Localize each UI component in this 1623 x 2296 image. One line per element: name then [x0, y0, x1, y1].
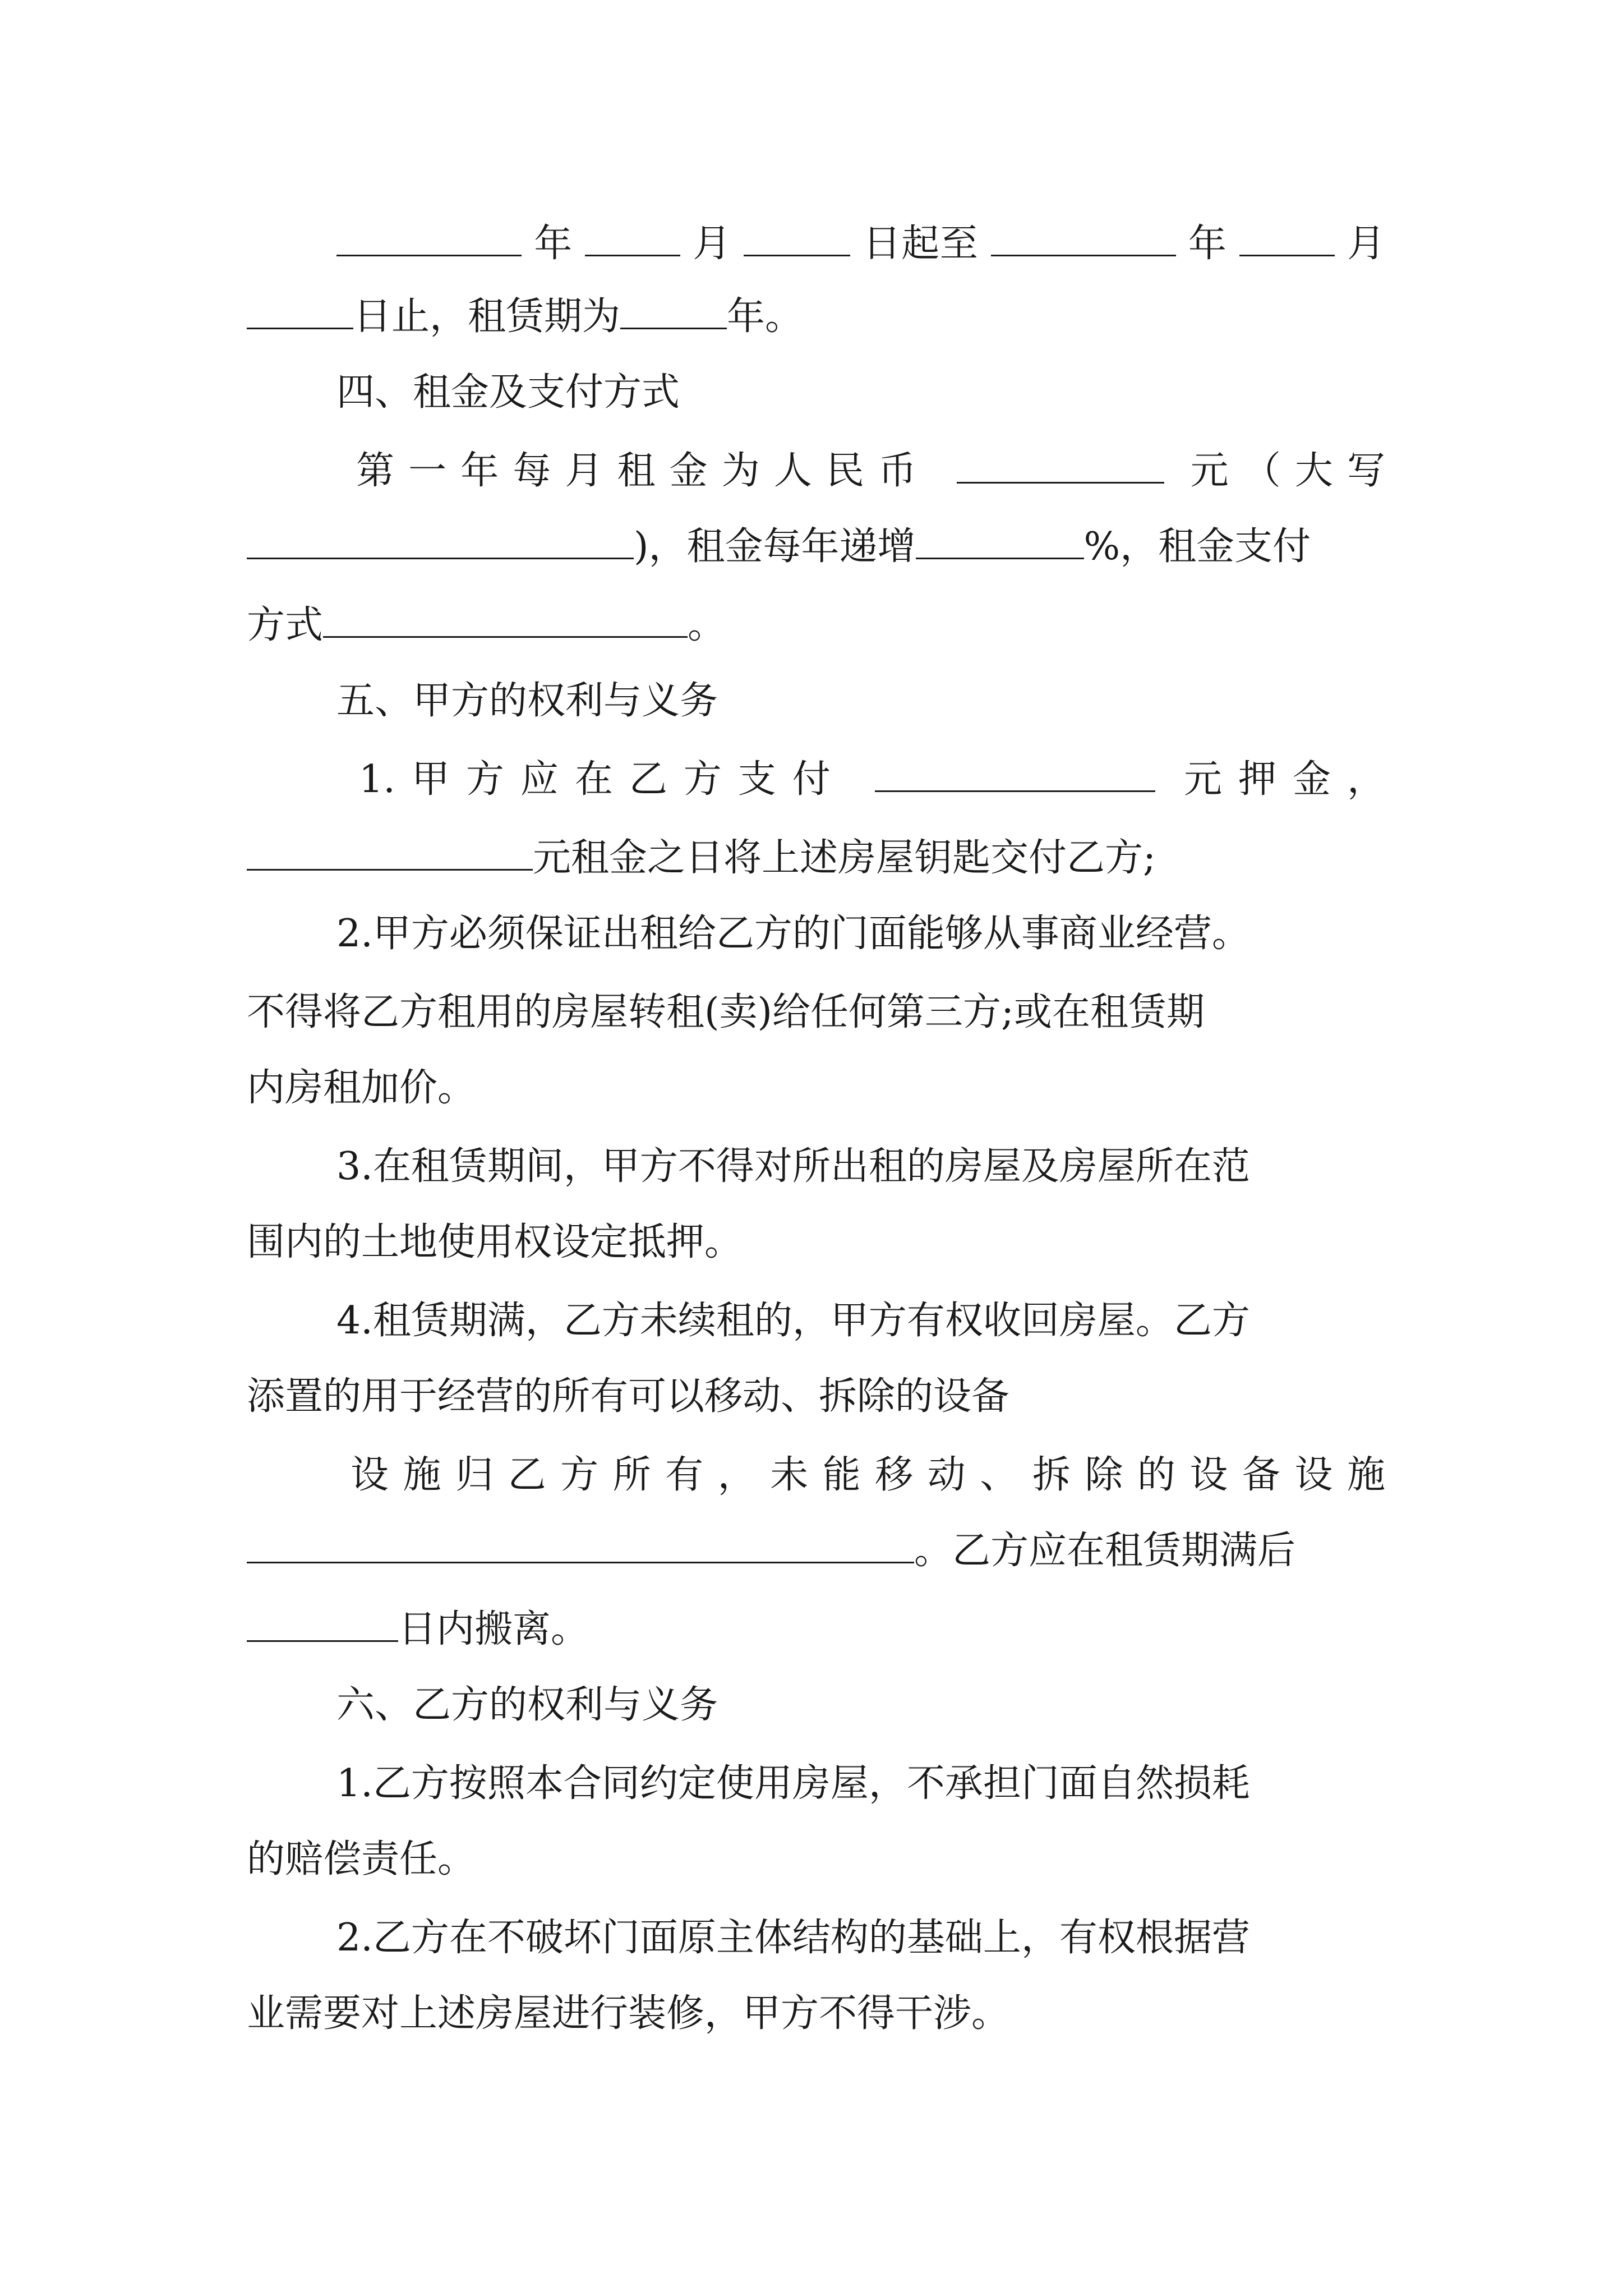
text-segment: 添置的用于经营的所有可以移动、拆除的设备	[247, 1374, 1010, 1419]
text-segment: 日起至	[863, 222, 979, 266]
text-segment: 五、甲方的权利与义务	[336, 679, 718, 723]
text-line	[359, 749, 1385, 811]
text-line	[336, 213, 1385, 275]
text-segment: 4.租赁期满，乙方未续租的，甲方有权收回房屋。乙方	[336, 1299, 1250, 1343]
text-line	[247, 516, 1385, 578]
text-segment: 围内的土地使用权设定抵押。	[247, 1220, 743, 1264]
text-segment: 日内搬离。	[398, 1607, 589, 1651]
text-segment: 年。	[727, 295, 804, 339]
text-segment: 的赔偿责任。	[247, 1837, 476, 1881]
text-line	[336, 1753, 1385, 1815]
text-segment: 不得将乙方租用的房屋转租(卖)给任何第三方;或在租赁期	[247, 990, 1205, 1034]
text-segment: 月	[1347, 222, 1385, 266]
text-line	[247, 286, 1385, 348]
section-heading	[336, 362, 1475, 424]
fill-in-blank[interactable]	[957, 447, 1164, 484]
text-segment: 元（大写	[1190, 449, 1385, 493]
text-segment: 四、租金及支付方式	[336, 370, 680, 415]
text-line	[247, 1599, 1385, 1660]
fill-in-blank[interactable]	[585, 220, 680, 256]
text-line	[336, 1907, 1385, 1969]
text-line	[336, 903, 1503, 965]
text-segment: 设施归乙方所有，未能移动、拆除的设备设施	[351, 1453, 1385, 1497]
text-line	[247, 595, 1385, 656]
text-line	[247, 1983, 1385, 2045]
text-segment: 年	[534, 222, 573, 266]
section-heading	[336, 1674, 1475, 1736]
text-segment: 日止，租赁期为	[353, 295, 621, 339]
text-line	[247, 1829, 1385, 1890]
fill-in-blank[interactable]	[336, 220, 522, 256]
fill-in-blank[interactable]	[991, 220, 1176, 256]
text-segment: 。乙方应在租赁期满后	[914, 1529, 1296, 1573]
text-segment: 。	[688, 603, 726, 647]
text-line	[336, 1136, 1385, 1198]
text-segment: 元押金，	[1184, 757, 1385, 802]
text-line	[247, 1057, 1385, 1119]
text-segment: 第一年每月租金为人民币	[356, 449, 931, 493]
fill-in-blank[interactable]	[620, 293, 727, 329]
fill-in-blank[interactable]	[1239, 220, 1335, 256]
text-segment: 月	[693, 222, 731, 266]
text-segment: 2.乙方在不破坏门面原主体结构的基础上，有权根据营	[336, 1916, 1250, 1960]
text-segment: 1.乙方按照本合同约定使用房屋，不承担门面自然损耗	[336, 1761, 1250, 1806]
text-segment: 六、乙方的权利与义务	[336, 1683, 718, 1727]
fill-in-blank[interactable]	[247, 293, 353, 329]
fill-in-blank[interactable]	[247, 523, 634, 559]
text-line	[247, 827, 1385, 889]
text-segment: 1.甲方应在乙方支付	[359, 757, 847, 802]
text-line	[247, 1212, 1385, 1273]
text-line	[247, 982, 1385, 1043]
fill-in-blank[interactable]	[916, 523, 1084, 559]
text-segment: 2.甲方必须保证出租给乙方的门面能够从事商业经营。	[336, 912, 1250, 956]
fill-in-blank[interactable]	[323, 601, 688, 638]
section-heading	[336, 670, 1475, 732]
text-segment: 业需要对上述房屋进行装修，甲方不得干涉。	[247, 1991, 1010, 2036]
text-segment: 年	[1188, 222, 1227, 266]
fill-in-blank[interactable]	[247, 1605, 398, 1642]
text-line	[247, 1366, 1385, 1428]
text-line	[356, 440, 1385, 502]
fill-in-blank[interactable]	[875, 756, 1155, 792]
fill-in-blank[interactable]	[744, 220, 850, 256]
text-segment: )，租金每年递增	[634, 524, 916, 569]
text-line	[247, 1520, 1385, 1582]
text-segment: 内房租加价。	[247, 1066, 476, 1110]
text-segment: 方式	[247, 603, 324, 647]
text-line	[336, 1290, 1385, 1352]
text-segment: 元租金之日将上述房屋钥匙交付乙方;	[533, 836, 1156, 880]
fill-in-blank[interactable]	[247, 834, 533, 871]
text-line	[351, 1444, 1385, 1506]
text-segment: %，租金支付	[1083, 524, 1311, 569]
fill-in-blank[interactable]	[247, 1527, 914, 1563]
text-segment: 3.在租赁期间，甲方不得对所出租的房屋及房屋所在范	[336, 1144, 1250, 1189]
